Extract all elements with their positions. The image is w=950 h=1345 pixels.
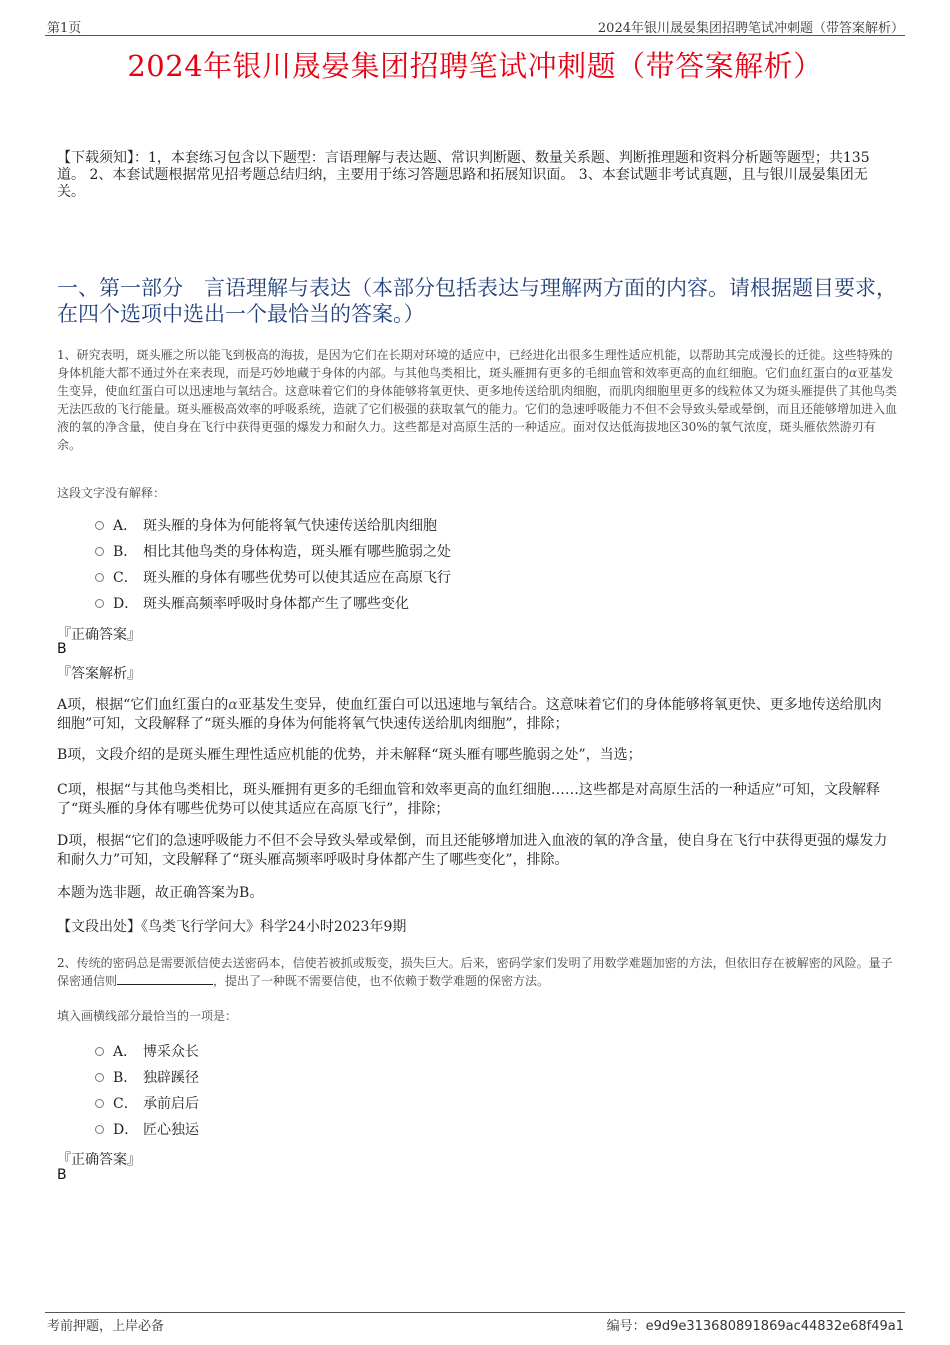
alpha-symbol: α: [849, 366, 858, 380]
q1-analysis-a: [57, 696, 892, 734]
q1-analysis-label: 『答案解析』: [57, 666, 141, 682]
analysis-text: A项，根据“它们血红蛋白的: [57, 697, 229, 713]
radio-icon[interactable]: [95, 547, 104, 556]
q1-passage-part-a: 1、研究表明，斑头雁之所以能飞到极高的海拔，是因为它们在长期对环境的适应中，已经进化出很多生理性适应机能，以帮助其完成漫长的迁徙。这些特殊的身体机能大都不通过外在来表现，而是巧妙地藏于身体的内部。与其他鸟类相比，斑头雁拥有更多的毛细血管和效率更高的血红细胞。它们血红蛋白的: [57, 348, 893, 380]
document-code: [607, 1315, 904, 1334]
header-divider: [45, 35, 905, 36]
q1-passage: [57, 346, 897, 454]
q1-conclusion: 本题为选非题，故正确答案为B。: [57, 885, 264, 901]
option-letter: D．: [113, 596, 139, 612]
footer-divider: [45, 1312, 905, 1313]
section-heading: 一、第一部分 言语理解与表达（本部分包括表达与理解两方面的内容。请根据题目要求，在四个选项中选出一个最恰当的答案。）: [57, 276, 897, 326]
q1-prompt: 这段文字没有解释：: [57, 486, 166, 500]
option-letter: D．: [113, 1122, 139, 1138]
option-letter: A．: [113, 1044, 138, 1060]
q2-passage-part-b: ，提出了一种既不需要信使，也不依赖于数学难题的保密方法。: [213, 974, 550, 988]
q2-answer: B: [57, 1167, 67, 1183]
download-notice: 【下载须知】：1，本套练习包含以下题型：言语理解与表达题、常识判断题、数量关系题、判断推理题和资料分析题等题型；共135道。 2、本套试题根据常见招考题总结归纳，主要用于练习答题思路和拓展知识面。 3、本套试题非考试真题，且与银川晟晏集团无关。: [57, 150, 870, 200]
radio-icon[interactable]: [95, 599, 104, 608]
option-text: 承前启后: [143, 1096, 199, 1112]
footer-slogan: 考前押题，上岸必备: [47, 1319, 165, 1334]
q2-options: [95, 1038, 199, 1142]
q1-option-d[interactable]: [95, 590, 451, 616]
option-letter: B．: [113, 1070, 138, 1086]
q1-answer-label: 『正确答案』: [57, 627, 141, 643]
q1-source: 【文段出处】《鸟类飞行学问大》科学24小时2023年9期: [57, 919, 407, 935]
q2-option-a[interactable]: [95, 1038, 199, 1064]
q2-option-d[interactable]: [95, 1116, 199, 1142]
radio-icon[interactable]: [95, 521, 104, 530]
code-value: e9d9e313680891869ac44832e68f49a1: [645, 1319, 904, 1334]
code-label: 编号：: [606, 1319, 646, 1334]
option-letter: C．: [113, 1096, 138, 1112]
q2-passage: [57, 954, 897, 990]
q1-option-a[interactable]: [95, 512, 451, 538]
radio-icon[interactable]: [95, 1047, 104, 1056]
fill-blank: [117, 972, 213, 985]
q1-option-c[interactable]: [95, 564, 451, 590]
analysis-text: 亚基发生变异，使血红蛋白可以迅速地与氧结合。这意味着它们的身体能够将氧更快、更多地传送给肌肉细胞”可知，文段解释了“斑头雁的身体为何能将氧气快速传送给肌肉细胞”，排除；: [57, 697, 882, 732]
q1-options: [95, 512, 451, 616]
option-letter: B．: [113, 544, 138, 560]
radio-icon[interactable]: [95, 1073, 104, 1082]
q1-analysis-b: B项，文段介绍的是斑头雁生理性适应机能的优势，并未解释“斑头雁有哪些脆弱之处”，当选；: [57, 747, 642, 763]
option-text: 斑头雁的身体有哪些优势可以使其适应在高原飞行: [143, 570, 451, 586]
option-text: 独辟蹊径: [143, 1070, 199, 1086]
q2-passage-part-a: 2、传统的密码总是需要派信使去送密码本，信使若被抓或叛变，损失巨大。后来，密码学家们发明了用数学难题加密的方法，但依旧存在被解密的风险。量子保密通信则: [57, 956, 893, 988]
alpha-symbol: α: [228, 697, 238, 713]
option-letter: A．: [113, 518, 138, 534]
option-letter: C．: [113, 570, 138, 586]
q1-answer: B: [57, 641, 67, 657]
q1-option-b[interactable]: [95, 538, 451, 564]
option-text: 斑头雁的身体为何能将氧气快速传送给肌肉细胞: [143, 518, 437, 534]
option-text: 相比其他鸟类的身体构造，斑头雁有哪些脆弱之处: [143, 544, 451, 560]
header-doc-title: 2024年银川晟晏集团招聘笔试冲刺题（带答案解析）: [597, 21, 904, 36]
q2-prompt: 填入画横线部分最恰当的一项是：: [57, 1009, 238, 1023]
radio-icon[interactable]: [95, 1099, 104, 1108]
q2-option-b[interactable]: [95, 1064, 199, 1090]
q1-analysis-c: C项，根据“与其他鸟类相比，斑头雁拥有更多的毛细血管和效率更高的血红细胞……这些都是对高原生活的一种适应”可知，文段解释了“斑头雁的身体有哪些优势可以使其适应在高原飞行”，排除；: [57, 782, 881, 817]
radio-icon[interactable]: [95, 1125, 104, 1134]
option-text: 斑头雁高频率呼吸时身体都产生了哪些变化: [143, 596, 409, 612]
radio-icon[interactable]: [95, 573, 104, 582]
option-text: 匠心独运: [143, 1122, 199, 1138]
q2-answer-label: 『正确答案』: [57, 1152, 141, 1168]
q1-analysis-d: D项，根据“它们的急速呼吸能力不但不会导致头晕或晕倒，而且还能够增加进入血液的氧的净含量，使自身在飞行中获得更强的爆发力和耐久力”可知，文段解释了“斑头雁高频率呼吸时身体都产生了哪些变化”，排除。: [57, 833, 888, 868]
q2-option-c[interactable]: [95, 1090, 199, 1116]
option-text: 博采众长: [143, 1044, 199, 1060]
page-number: 第1页: [47, 21, 82, 36]
page-title: 2024年银川晟晏集团招聘笔试冲刺题（带答案解析）: [127, 49, 823, 83]
q1-passage-part-b: 亚基发生变异，使血红蛋白可以迅速地与氧结合。这意味着它们的身体能够将氧更快、更多地传送给肌肉细胞，而肌肉细胞里更多的线粒体又为斑头雁提供了其他鸟类无法匹敌的飞行能量。斑头雁极高效率的呼吸系统，造就了它们极强的获取氧气的能力。它们的急速呼吸能力不但不会导致头晕或晕倒，而且还能够增加进入血液的氧的净含量，使自身在飞行中获得更强的爆发力和耐久力。这些都是对高原生活的一种适应。面对仅达低海拔地区30%的氧气浓度，斑头雁依然游刃有余。: [57, 366, 898, 452]
